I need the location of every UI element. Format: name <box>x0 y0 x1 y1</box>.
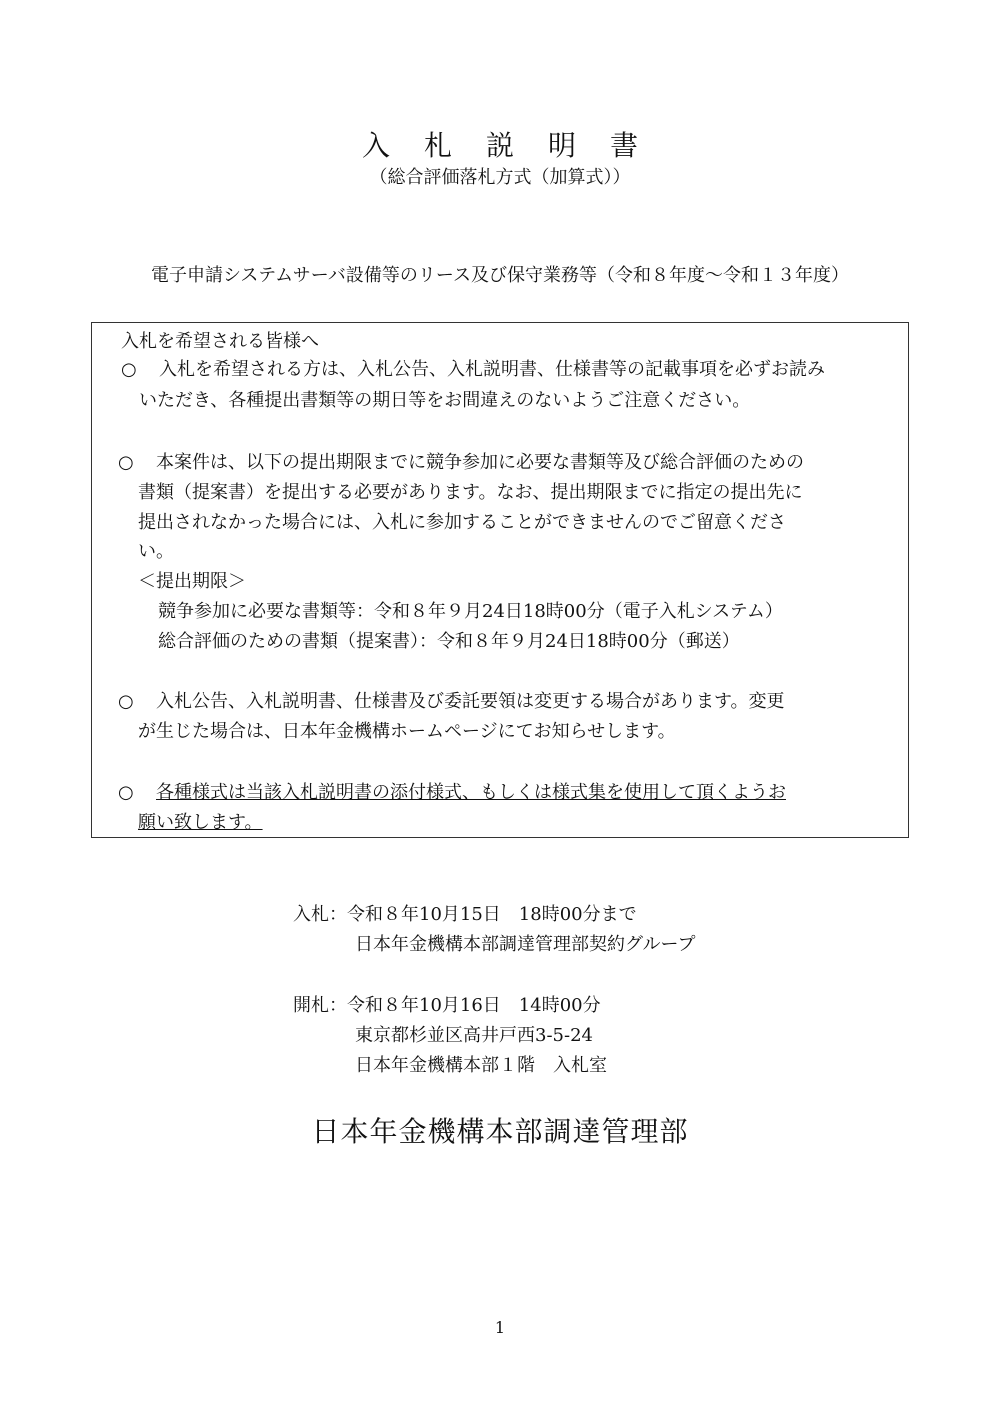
open-datetime: 令和８年10月16日 14時00分 <box>347 995 601 1016</box>
notice-item-4-line-1: 各種様式は当該入札説明書の添付様式、もしくは様式集を使用して頂くようお <box>156 782 786 803</box>
notice-item-4 <box>118 780 786 806</box>
notice-item-2-line-4: い。 <box>138 541 174 562</box>
notice-item-1 <box>121 357 825 383</box>
bid-place: 日本年金機構本部調達管理部契約グループ <box>355 934 696 955</box>
notice-heading: 入札を希望される皆様へ <box>121 331 319 352</box>
project-title: 電子申請システムサーバ設備等のリース及び保守業務等（令和８年度～令和１３年度） <box>150 265 850 286</box>
notice-item-4-line-2: 願い致します。 <box>138 812 263 833</box>
bid-datetime: 令和８年10月15日 18時00分まで <box>347 904 637 925</box>
open-schedule <box>293 993 601 1019</box>
notice-item-3-line-2: が生じた場合は、日本年金機構ホームページにてお知らせします。 <box>138 721 676 742</box>
page-number: 1 <box>494 1318 506 1337</box>
deadline-heading: ＜提出期限＞ <box>138 571 246 592</box>
open-address: 東京都杉並区高井戸西3-5-24 <box>355 1025 593 1046</box>
notice-item-3-line-1: 入札公告、入札説明書、仕様書及び委託要領は変更する場合があります。変更 <box>156 691 785 712</box>
notice-item-2 <box>118 450 804 476</box>
open-label: 開札： <box>293 995 347 1016</box>
bullet-icon: ○ <box>118 691 134 712</box>
organization-name: 日本年金機構本部調達管理部 <box>311 1115 689 1148</box>
document-title: 入札説明書 <box>361 129 672 162</box>
document-subtitle: （総合評価落札方式（加算式）） <box>369 167 631 188</box>
open-room: 日本年金機構本部１階 入札室 <box>355 1055 607 1076</box>
bid-schedule <box>293 902 637 928</box>
deadline-proposal-docs: 総合評価のための書類（提案書）：令和８年９月24日18時00分（郵送） <box>158 631 740 652</box>
deadline-participation-docs: 競争参加に必要な書類等：令和８年９月24日18時00分（電子入札システム） <box>158 601 783 622</box>
notice-item-3 <box>118 689 785 715</box>
bullet-icon: ○ <box>118 452 134 473</box>
bid-label: 入札： <box>293 904 347 925</box>
notice-item-2-line-1: 本案件は、以下の提出期限までに競争参加に必要な書類等及び総合評価のための <box>156 452 804 473</box>
notice-item-1-line-2: いただき、各種提出書類等の期日等をお間違えのないようご注意ください。 <box>139 390 751 411</box>
bullet-icon: ○ <box>118 782 134 803</box>
notice-item-2-line-3: 提出されなかった場合には、入札に参加することができませんのでご留意くださ <box>138 512 786 533</box>
notice-item-2-line-2: 書類（提案書）を提出する必要があります。なお、提出期限までに指定の提出先に <box>138 482 803 503</box>
notice-item-1-line-1: 入札を希望される方は、入札公告、入札説明書、仕様書等の記載事項を必ずお読み <box>159 359 825 380</box>
bullet-icon: ○ <box>121 359 137 380</box>
